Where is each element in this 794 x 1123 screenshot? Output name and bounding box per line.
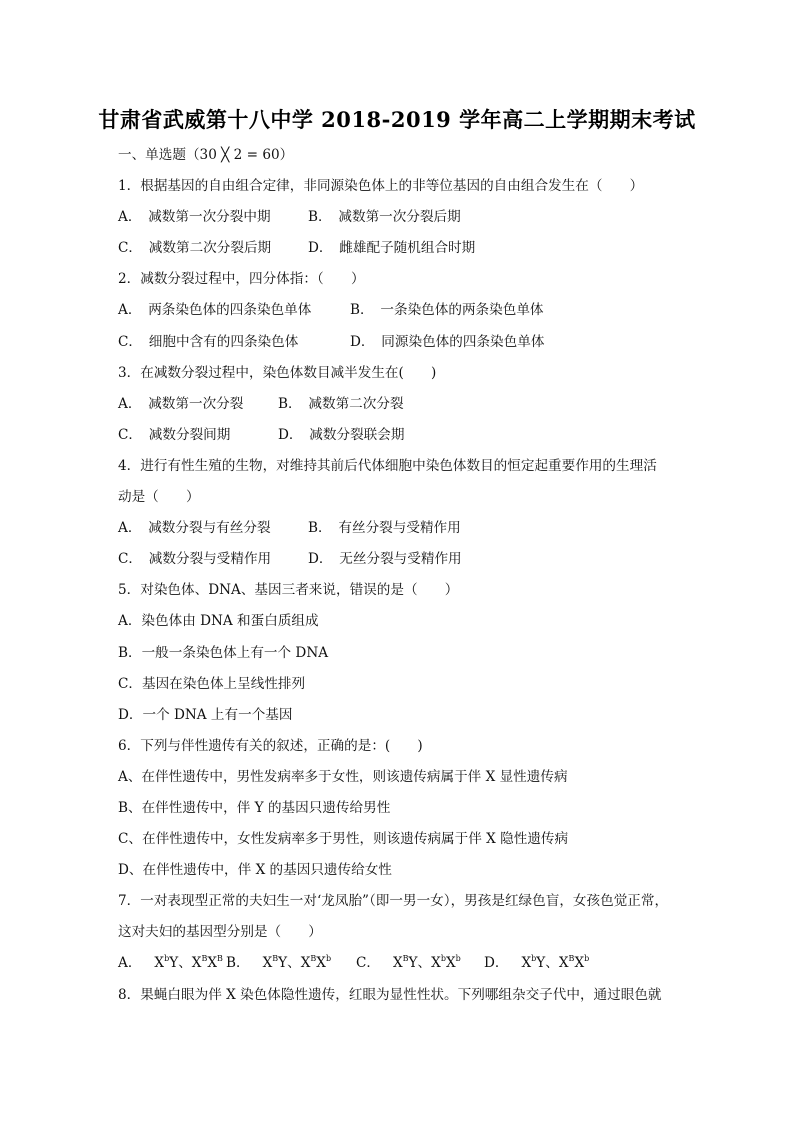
question-8-stem: 8．果蝇白眼为伴 X 染色体隐性遗传，红眼为显性性状。下列哪组杂交子代中，通过眼色就 <box>118 986 662 1003</box>
question-3-option-d: D． 减数分裂联会期 <box>278 426 405 443</box>
section-heading: 一、单选题（30 ╳ 2 = 60） <box>118 147 294 163</box>
question-2-options-cd <box>118 327 686 358</box>
question-4-options-cd <box>118 544 686 575</box>
question-2-option-b: B． 一条染色体的两条染色单体 <box>350 302 544 319</box>
question-6-option-c: C、在伴性遗传中，女性发病率多于男性，则该遗传病属于伴 X 隐性遗传病 <box>118 831 569 848</box>
question-6-option-d: D、在伴性遗传中，伴 X 的基因只遗传给女性 <box>118 862 392 879</box>
question-6-option-b: B、在伴性遗传中，伴 Y 的基因只遗传给男性 <box>118 799 391 816</box>
question-7-option-b: B． $X^BY$、$X^BX^b$ <box>226 954 332 972</box>
exam-body <box>118 140 686 1011</box>
question-4-option-d: D． 无丝分裂与受精作用 <box>308 551 462 568</box>
question-7-stem-line-2: 这对夫妇的基因型分别是（ ） <box>118 924 322 941</box>
question-4-option-c: C． 减数分裂与受精作用 <box>118 551 272 568</box>
exam-title: 甘肃省武威第十八中学 2018-2019 学年高二上学期期末考试 <box>98 107 696 132</box>
question-4-stem-line-2: 动是（ ） <box>118 489 200 506</box>
question-4-option-a: A． 减数分裂与有丝分裂 <box>118 520 271 537</box>
question-1-option-a: A． 减数第一次分裂中期 <box>118 209 271 226</box>
question-1-option-d: D． 雌雄配子随机组合时期 <box>308 240 476 257</box>
question-3-options-cd <box>118 420 686 451</box>
question-6-option-a: A、在伴性遗传中，男性发病率多于女性，则该遗传病属于伴 X 显性遗传病 <box>118 768 568 785</box>
question-3-option-a: A． 减数第一次分裂 <box>118 395 244 412</box>
question-6-stem: 6．下列与伴性遗传有关的叙述，正确的是：( ) <box>118 737 423 754</box>
question-2-stem: 2．减数分裂过程中，四分体指：（ ） <box>118 271 365 288</box>
question-1-option-b: B． 减数第一次分裂后期 <box>308 209 461 226</box>
question-3-stem: 3．在减数分裂过程中，染色体数目减半发生在( ) <box>118 364 437 381</box>
question-7-option-d: D． $X^bY$、$X^BX^b$ <box>484 954 590 972</box>
question-7-option-a: A． $X^bY$、$X^BX^B$ <box>118 954 223 972</box>
question-7-options <box>118 948 686 979</box>
question-4-stem-line-1: 4．进行有性生殖的生物，对维持其前后代体细胞中染色体数目的恒定起重要作用的生理活 <box>118 457 657 474</box>
question-5-option-c: C．基因在染色体上呈线性排列 <box>118 675 306 692</box>
question-5-option-d: D．一个 DNA 上有一个基因 <box>118 706 293 723</box>
question-2-options-ab <box>118 295 686 326</box>
question-2-option-d: D． 同源染色体的四条染色单体 <box>350 333 545 350</box>
question-4-options-ab <box>118 513 686 544</box>
question-5-stem: 5．对染色体、DNA、基因三者来说，错误的是（ ） <box>118 582 459 599</box>
question-5-option-b: B．一般一条染色体上有一个 DNA <box>118 644 329 661</box>
question-3-option-b: B． 减数第二次分裂 <box>278 395 404 412</box>
question-5-option-a: A．染色体由 DNA 和蛋白质组成 <box>118 613 319 630</box>
question-1-options-ab <box>118 202 686 233</box>
question-2-option-c: C． 细胞中含有的四条染色体 <box>118 333 299 350</box>
question-1-option-c: C． 减数第二次分裂后期 <box>118 240 272 257</box>
question-1-options-cd <box>118 233 686 264</box>
question-3-options-ab <box>118 389 686 420</box>
question-7-stem-line-1: 7．一对表现型正常的夫妇生一对‘龙凤胎”（即一男一女），男孩是红绿色盲，女孩色觉正常， <box>118 893 669 910</box>
question-3-option-c: C． 减数分裂间期 <box>118 426 231 443</box>
question-1-stem: 1．根据基因的自由组合定律，非同源染色体上的非等位基因的自由组合发生在（ ） <box>118 178 644 195</box>
question-2-option-a: A． 两条染色体的四条染色单体 <box>118 302 312 319</box>
question-7-option-c: C． $X^BY$、$X^bX^b$ <box>356 954 461 972</box>
question-4-option-b: B． 有丝分裂与受精作用 <box>308 520 461 537</box>
